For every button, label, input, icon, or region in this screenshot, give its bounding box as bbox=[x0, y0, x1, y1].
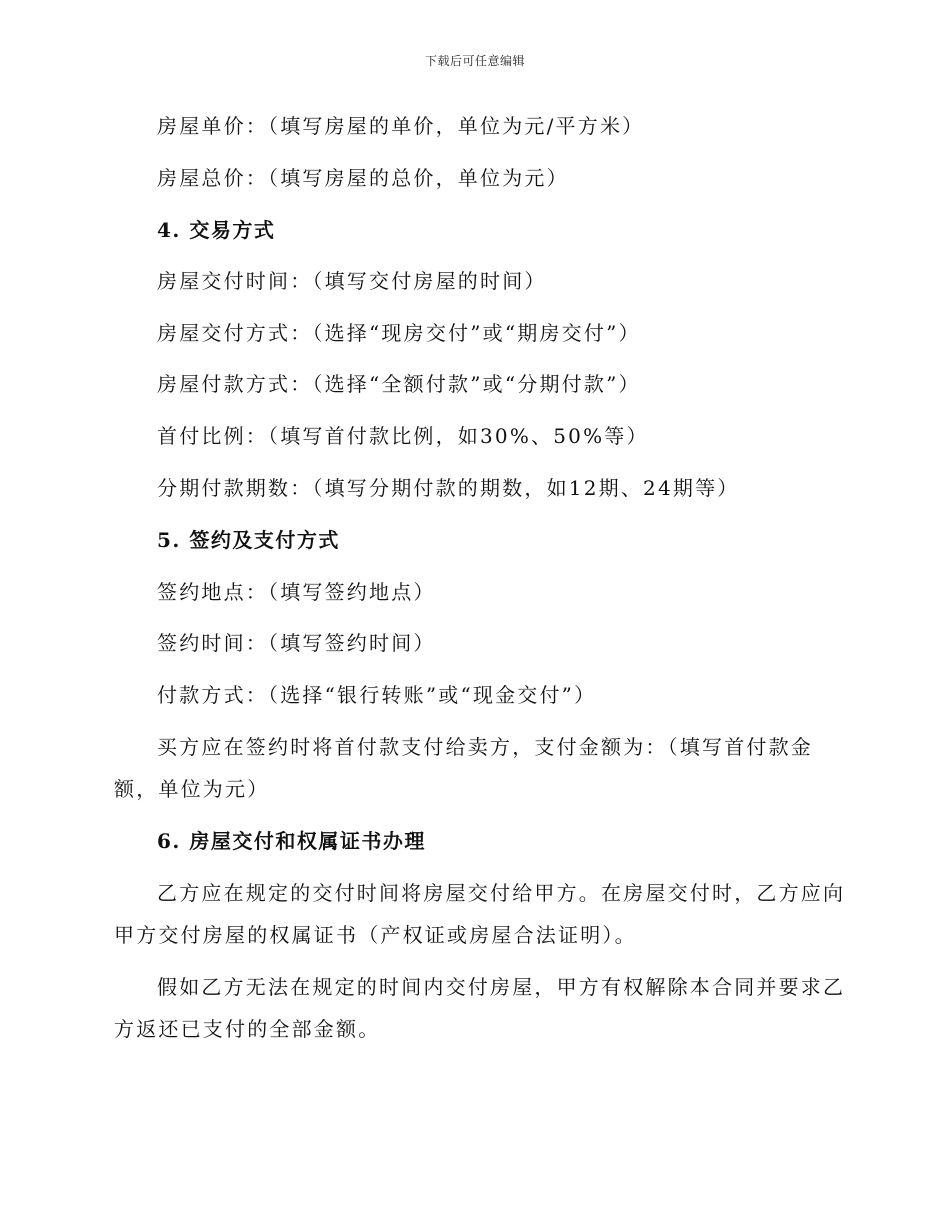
section-heading-delivery-certificate: 6. 房屋交付和权属证书办理 bbox=[157, 829, 426, 853]
page-header: 下载后可任意编辑 bbox=[424, 54, 525, 68]
total-price-line: 房屋总价：（填写房屋的总价，单位为元） bbox=[157, 166, 569, 190]
payment-method-line: 房屋付款方式：（选择“全额付款”或“分期付款”） bbox=[157, 372, 641, 396]
delivery-method-line: 房屋交付方式：（选择“现房交付”或“期房交付”） bbox=[157, 321, 641, 345]
unit-price-line: 房屋单价：（填写房屋的单价，单位为元/平方米） bbox=[157, 114, 645, 138]
payment-type-line: 付款方式：（选择“银行转账”或“现金交付”） bbox=[157, 683, 597, 707]
installment-periods-line: 分期付款期数：（填写分期付款的期数，如12期、24期等） bbox=[157, 476, 740, 500]
delivery-paragraph-line-2: 甲方交付房屋的权属证书（产权证或房屋合法证明）。 bbox=[114, 923, 637, 947]
section-heading-trade-method: 4. 交易方式 bbox=[157, 218, 276, 242]
termination-paragraph-line-2: 方返还已支付的全部金额。 bbox=[114, 1017, 381, 1041]
section-heading-signing-payment: 5. 签约及支付方式 bbox=[157, 528, 340, 552]
delivery-paragraph-line-1: 乙方应在规定的交付时间将房屋交付给甲方。在房屋交付时，乙方应向 bbox=[157, 881, 846, 905]
signing-time-line: 签约时间：（填写签约时间） bbox=[157, 631, 436, 655]
delivery-time-line: 房屋交付时间：（填写交付房屋的时间） bbox=[157, 269, 547, 293]
down-payment-ratio-line: 首付比例：（填写首付款比例，如30%、50%等） bbox=[157, 424, 649, 448]
signing-location-line: 签约地点：（填写签约地点） bbox=[157, 580, 436, 604]
down-payment-paragraph-line-2: 额，单位为元） bbox=[114, 777, 270, 801]
down-payment-paragraph-line-1: 买方应在签约时将首付款支付给卖方，支付金额为：（填写首付款金 bbox=[157, 735, 813, 759]
termination-paragraph-line-1: 假如乙方无法在规定的时间内交付房屋，甲方有权解除本合同并要求乙 bbox=[157, 975, 846, 999]
